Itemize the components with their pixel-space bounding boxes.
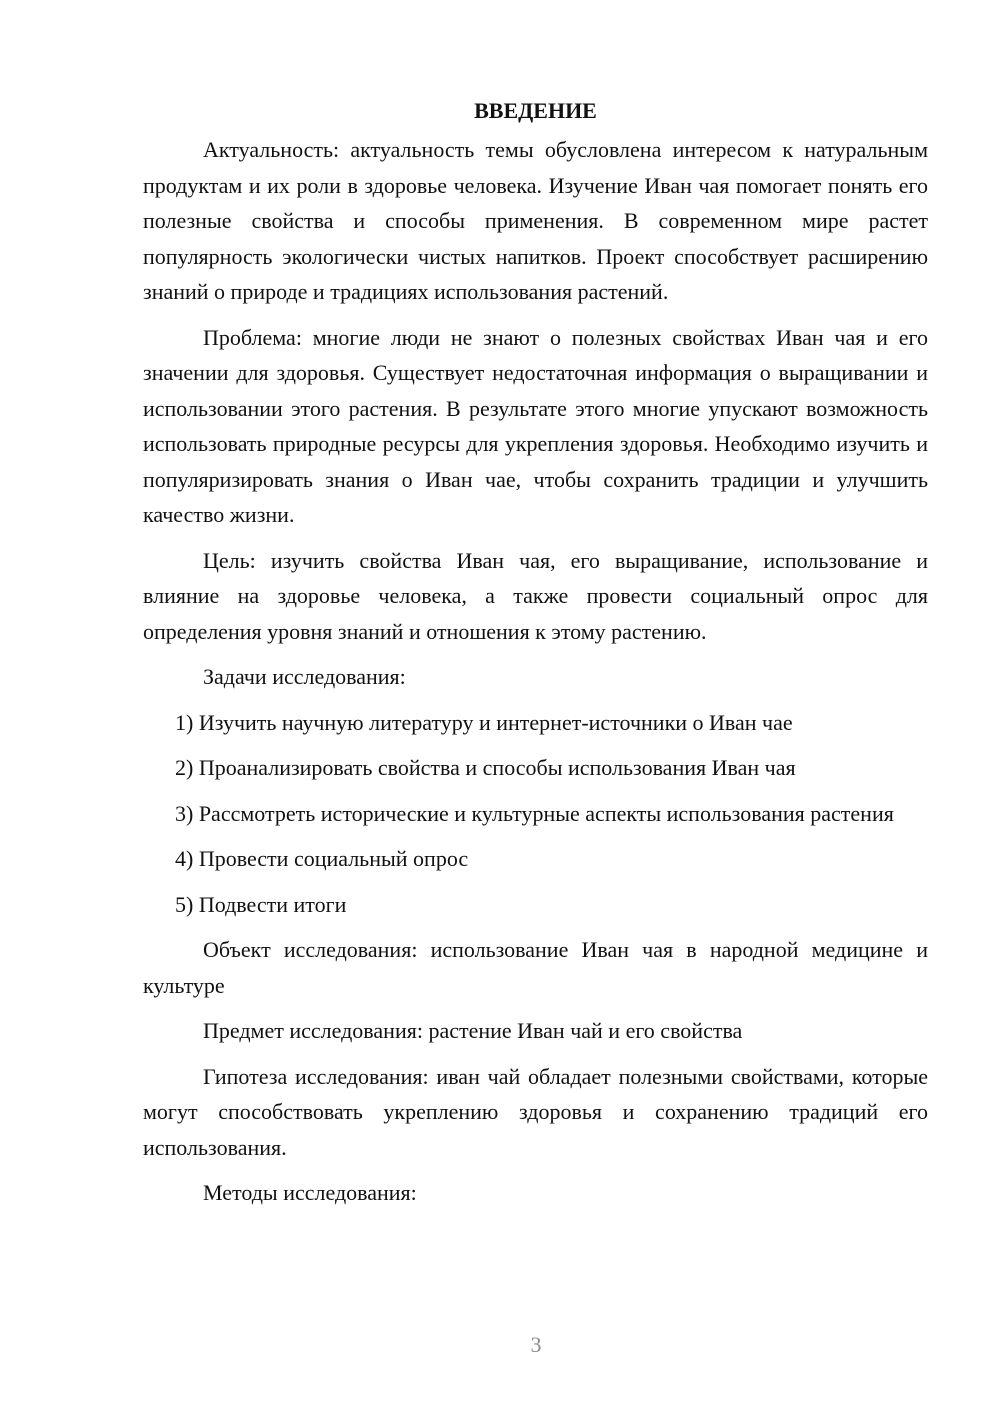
task-item-5: 5) Подвести итоги [175, 891, 347, 917]
task-item-2: 2) Проанализировать свойства и способы использования Иван чая [175, 755, 796, 780]
task-item-1: 1) Изучить научную литературу и интернет-источники о Иван чае [175, 709, 793, 735]
section-title: ВВЕДЕНИЕ [474, 98, 597, 123]
page-number: 3 [530, 1332, 542, 1357]
object-paragraph: Объект исследования: использование Иван чая в народной медицине и культуре [143, 937, 928, 998]
subject-paragraph: Предмет исследования: растение Иван чай и его свойства [203, 1018, 743, 1043]
methods-heading: Методы исследования: [203, 1180, 417, 1205]
goal-paragraph: Цель: изучить свойства Иван чая, его выращивание, использование и влияние на здоровье человека, а также провести социальный опрос для определения уровня знаний и отношения к этому растению. [143, 547, 928, 644]
hypothesis-paragraph: Гипотеза исследования: иван чай обладает полезными свойствами, которые могут способствовать укреплению здоровья и сохранению традиций его использования. [143, 1063, 928, 1160]
task-item-3: 3) Рассмотреть исторические и культурные аспекты использования растения [175, 800, 894, 826]
task-item-4: 4) Провести социальный опрос [175, 846, 469, 871]
tasks-heading: Задачи исследования: [203, 664, 406, 689]
page-content [143, 96, 928, 1221]
problem-paragraph: Проблема: многие люди не знают о полезных свойствах Иван чая и его значении для здоровья. Существует недостаточная информация о выращивании и использовании этого растения. В результате этого многие упускают возможность использовать природные ресурсы для укрепления здоровья. Необходимо изучить и популяризировать знания о Иван чае, чтобы сохранить традиции и улучшить качество жизни. [143, 324, 928, 527]
relevance-paragraph: Актуальность: актуальность темы обусловлена интересом к натуральным продуктам и их роли в здоровье человека. Изучение Иван чая помогает понять его полезные свойства и способы применения. В современном мире растет популярность экологически чистых напитков. Проект способствует расширению знаний о природе и традициях использования растений. [143, 137, 928, 304]
